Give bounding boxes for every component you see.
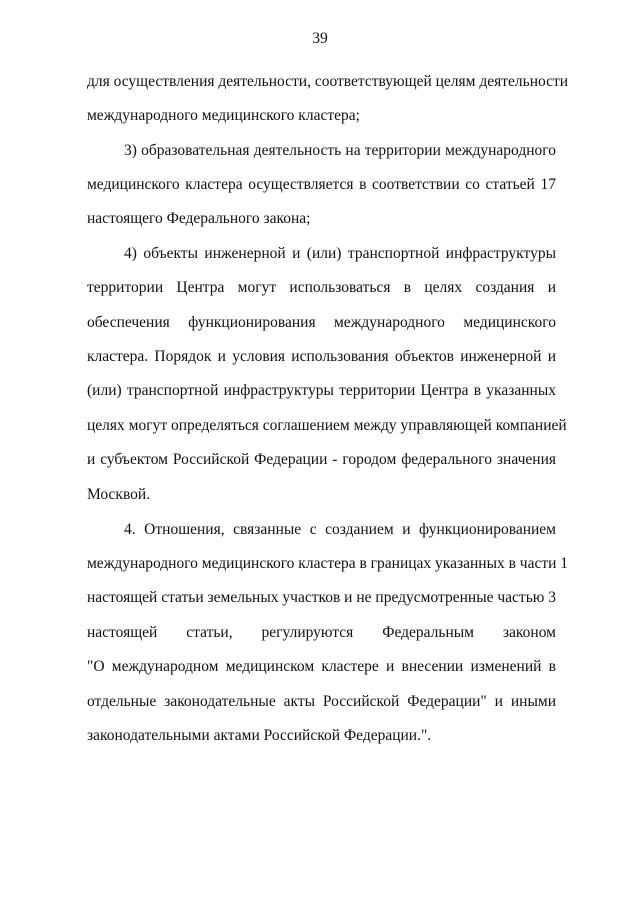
text-line: настоящей статьи, регулируются Федеральным законом (87, 624, 556, 641)
text-line: настоящей статьи земельных участков и не предусмотренные частью 3 (87, 589, 556, 606)
text-line: 4. Отношения, связанные с созданием и функционированием (124, 521, 556, 538)
page-number: 39 (312, 30, 328, 47)
text-line: целях могут определяться соглашением между управляющей компанией (87, 417, 567, 434)
text-line: 3) образовательная деятельность на территории международного (124, 142, 556, 159)
text-line: и субъектом Российской Федерации - городом федерального значения (87, 451, 556, 468)
text-line: 4) объекты инженерной и (или) транспортной инфраструктуры (124, 245, 556, 262)
text-line: кластера. Порядок и условия использования объектов инженерной и (87, 348, 556, 365)
text-line: международного медицинского кластера в границах указанных в части 1 (87, 555, 569, 572)
text-line: международного медицинского кластера; (87, 107, 360, 124)
text-line: (или) транспортной инфраструктуры территории Центра в указанных (87, 382, 556, 399)
text-line: обеспечения функционирования международного медицинского (87, 314, 556, 331)
text-line: медицинского кластера осуществляется в соответствии со статьей 17 (87, 176, 556, 193)
text-line: для осуществления деятельности, соответствующей целям деятельности (87, 73, 569, 90)
text-line: отдельные законодательные акты Российской Федерации" и иными (87, 693, 556, 710)
text-line: "О международном медицинском кластере и внесении изменений в (87, 658, 556, 675)
text-line: территории Центра могут использоваться в целях создания и (87, 279, 556, 296)
text-line: законодательными актами Российской Федерации.". (87, 727, 432, 744)
text-line: настоящего Федерального закона; (87, 210, 311, 227)
text-line: Москвой. (87, 486, 151, 503)
